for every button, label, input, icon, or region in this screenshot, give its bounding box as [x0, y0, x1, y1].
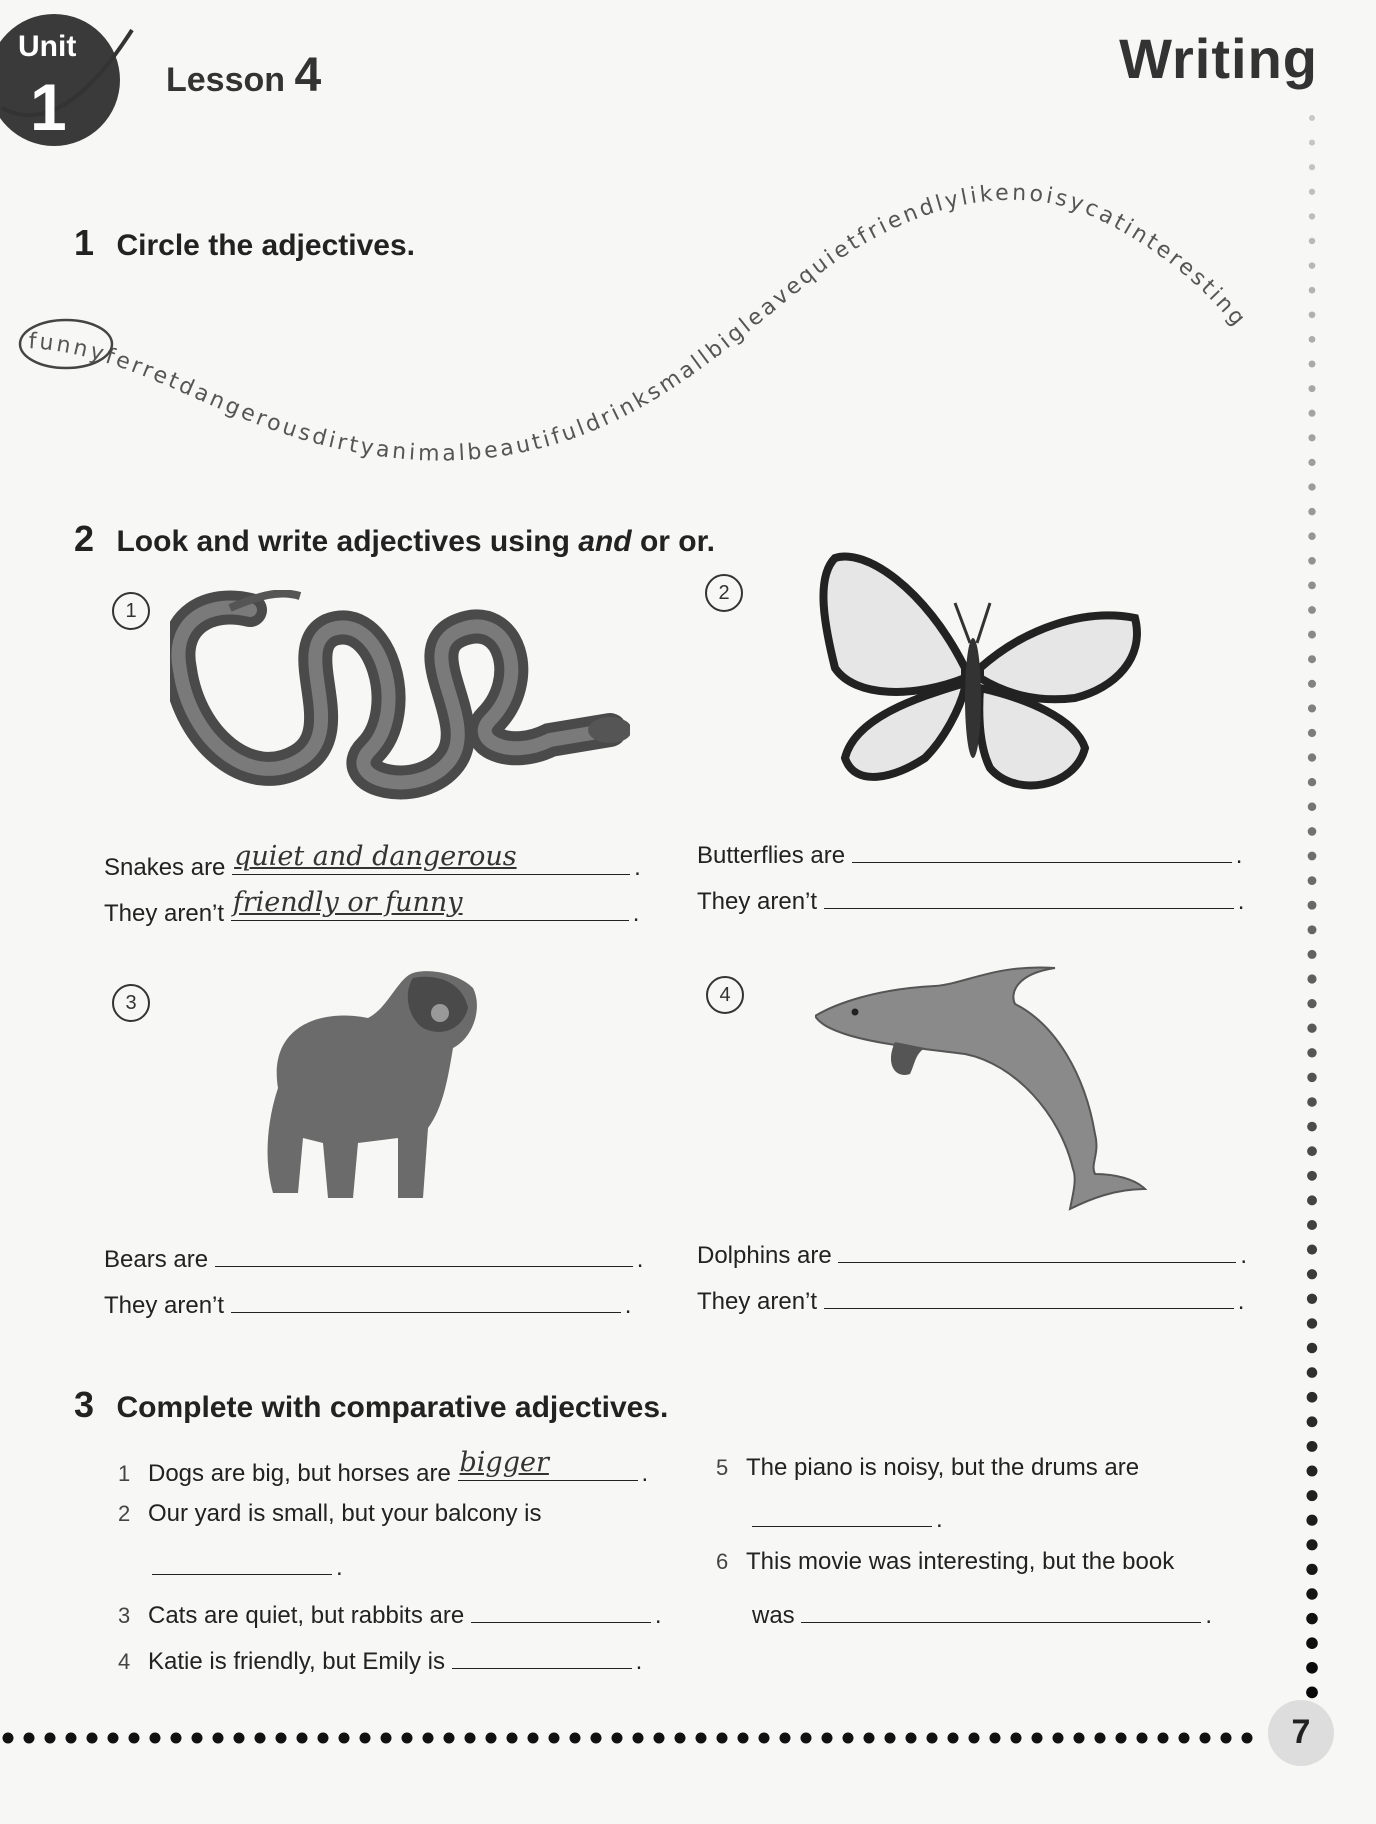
answer-blank[interactable]	[824, 1282, 1234, 1309]
item2-line2: They aren’t .	[697, 882, 1244, 916]
border-dot	[1306, 1539, 1317, 1550]
border-dot	[570, 1733, 581, 1744]
border-dot	[717, 1733, 728, 1744]
butterfly-image	[815, 548, 1145, 808]
answer-blank[interactable]	[215, 1240, 633, 1267]
border-dot	[171, 1733, 182, 1744]
lesson-heading	[166, 48, 321, 103]
section3-instruction: Complete with comparative adjectives.	[116, 1391, 669, 1424]
border-dot	[24, 1733, 35, 1744]
section1-instruction: Circle the adjectives.	[116, 229, 415, 262]
item-number: 4	[706, 976, 744, 1014]
lesson-label: Lesson	[166, 61, 286, 99]
border-dot	[1308, 852, 1317, 861]
border-dot	[1309, 262, 1316, 269]
border-dot	[780, 1733, 791, 1744]
border-dot	[1306, 1687, 1318, 1699]
border-dot	[969, 1733, 980, 1744]
border-dot	[108, 1733, 119, 1744]
border-dot	[1306, 1490, 1317, 1501]
border-dot	[1053, 1733, 1064, 1744]
border-dot	[1307, 1024, 1316, 1033]
border-dot	[675, 1733, 686, 1744]
border-dot	[1308, 532, 1316, 540]
section3-number: 3	[74, 1384, 95, 1425]
border-dot	[129, 1733, 140, 1744]
item3-line1: Bears are .	[104, 1240, 643, 1274]
answer-blank[interactable]	[231, 1286, 621, 1313]
border-dot	[1306, 1662, 1318, 1674]
border-dot	[1179, 1733, 1190, 1744]
border-dot	[1309, 361, 1316, 368]
border-dot	[1307, 1122, 1317, 1132]
answer-blank[interactable]	[801, 1596, 1201, 1623]
border-dot	[843, 1733, 854, 1744]
page-title: Writing	[1119, 27, 1318, 90]
item1-line2: They aren’t friendly or funny .	[104, 887, 640, 927]
border-dot	[1308, 582, 1316, 590]
border-dot	[3, 1733, 14, 1744]
page-number: 7	[1291, 1713, 1311, 1751]
border-dot	[423, 1733, 434, 1744]
item-number: 3	[112, 984, 150, 1022]
border-dot	[696, 1733, 707, 1744]
item3-line2: They aren’t .	[104, 1286, 631, 1320]
item4-line2: They aren’t .	[697, 1282, 1244, 1316]
border-dot	[1307, 1073, 1317, 1083]
border-dot	[1095, 1733, 1106, 1744]
item-number: 2	[705, 574, 743, 612]
border-dot	[1308, 434, 1315, 441]
border-dot	[87, 1733, 98, 1744]
border-dot	[738, 1733, 749, 1744]
border-dot	[1309, 385, 1316, 392]
border-dot	[255, 1733, 266, 1744]
border-dot	[1307, 1245, 1317, 1255]
border-dot	[1307, 1171, 1317, 1181]
comparative-item-blank: .	[152, 1548, 343, 1582]
border-dot	[906, 1733, 917, 1744]
border-dot	[801, 1733, 812, 1744]
border-dot	[759, 1733, 770, 1744]
border-dot	[1309, 189, 1315, 195]
border-dot	[1309, 336, 1316, 343]
comparative-item: 6 This movie was interesting, but the book	[716, 1548, 1175, 1575]
border-dot	[822, 1733, 833, 1744]
answer-blank[interactable]	[824, 882, 1234, 909]
border-dot	[1307, 1318, 1317, 1328]
border-dot	[1308, 753, 1316, 761]
border-dot	[1309, 164, 1315, 170]
border-dot	[1308, 631, 1316, 639]
border-dot	[549, 1733, 560, 1744]
word-snake	[0, 160, 1300, 500]
answer-text: friendly or funny	[232, 887, 463, 918]
border-dot	[234, 1733, 245, 1744]
answer-blank[interactable]: bigger	[458, 1454, 638, 1481]
border-dot	[1309, 311, 1316, 318]
answer-blank[interactable]	[232, 841, 630, 875]
border-dot	[1306, 1515, 1317, 1526]
section2-instruction: Look and write adjectives using and or or.	[116, 525, 715, 558]
lesson-number: 4	[294, 49, 322, 102]
border-dot	[1306, 1637, 1318, 1649]
dotted-border-right	[1300, 110, 1324, 1750]
item1-line1: Snakes are quiet and dangerous .	[104, 841, 641, 881]
border-dot	[1308, 778, 1316, 786]
border-dot	[1137, 1733, 1148, 1744]
dotted-border-bottom	[0, 1726, 1270, 1750]
border-dot	[1307, 1343, 1318, 1354]
unit-number: 1	[30, 70, 67, 144]
border-dot	[1308, 483, 1315, 490]
border-dot	[1309, 115, 1315, 121]
answer-text: quiet and dangerous	[234, 841, 517, 872]
border-dot	[465, 1733, 476, 1744]
border-dot	[276, 1733, 287, 1744]
border-dot	[591, 1733, 602, 1744]
border-dot	[612, 1733, 623, 1744]
border-dot	[381, 1733, 392, 1744]
border-dot	[1306, 1588, 1317, 1599]
border-dot	[1308, 803, 1317, 812]
border-dot	[1308, 508, 1315, 515]
border-dot	[507, 1733, 518, 1744]
section1-number: 1	[74, 222, 95, 263]
comparative-item: 5 The piano is noisy, but the drums are	[716, 1454, 1140, 1481]
snake-image	[170, 590, 630, 810]
border-dot	[66, 1733, 77, 1744]
border-dot	[1308, 876, 1317, 885]
border-dot	[318, 1733, 329, 1744]
comparative-item-blank: .	[752, 1500, 943, 1534]
border-dot	[1307, 999, 1316, 1008]
section3-heading	[74, 1384, 668, 1426]
border-dot	[1308, 704, 1316, 712]
border-dot	[1032, 1733, 1043, 1744]
item-number: 1	[112, 592, 150, 630]
bear-image	[248, 968, 488, 1208]
section2-number: 2	[74, 518, 95, 559]
unit-badge	[0, 0, 140, 158]
border-dot	[1307, 1367, 1318, 1378]
border-dot	[297, 1733, 308, 1744]
border-dot	[1308, 729, 1316, 737]
border-dot	[1308, 827, 1317, 836]
border-dot	[1242, 1733, 1253, 1744]
comparative-item: 3 Cats are quiet, but rabbits are .	[118, 1596, 662, 1630]
border-dot	[45, 1733, 56, 1744]
answer-blank[interactable]	[452, 1642, 632, 1669]
border-dot	[1307, 1294, 1317, 1304]
comparative-item: 4 Katie is friendly, but Emily is .	[118, 1642, 642, 1676]
border-dot	[444, 1733, 455, 1744]
border-dot	[633, 1733, 644, 1744]
border-dot	[1309, 140, 1315, 146]
answer-blank[interactable]	[152, 1548, 332, 1575]
border-dot	[1308, 655, 1316, 663]
word-snake-text: funnyferretdangerousdirtyanimalbeautifuldrinksmallbigleavequietfriendlylikenoisycatinteresting	[27, 180, 1252, 467]
border-dot	[1074, 1733, 1085, 1744]
border-dot	[948, 1733, 959, 1744]
border-dot	[1307, 1097, 1317, 1107]
border-dot	[1309, 287, 1316, 294]
svg-text:funnyferretdangerousdirtyanima	[28, 181, 1252, 467]
unit-label: Unit	[18, 30, 77, 63]
answer-blank[interactable]	[231, 887, 629, 921]
border-dot	[402, 1733, 413, 1744]
border-dot	[486, 1733, 497, 1744]
border-dot	[213, 1733, 224, 1744]
border-dot	[339, 1733, 350, 1744]
border-dot	[1116, 1733, 1127, 1744]
answer-blank[interactable]	[752, 1500, 932, 1527]
border-dot	[1308, 925, 1317, 934]
answer-blank[interactable]	[838, 1236, 1236, 1263]
item2-line1: Butterflies are .	[697, 836, 1242, 870]
border-dot	[1011, 1733, 1022, 1744]
dolphin-image	[815, 964, 1165, 1214]
border-dot	[1306, 1613, 1317, 1624]
border-dot	[1221, 1733, 1232, 1744]
border-dot	[1307, 1416, 1318, 1427]
border-dot	[1307, 1441, 1318, 1452]
answer-blank[interactable]	[471, 1596, 651, 1623]
border-dot	[864, 1733, 875, 1744]
border-dot	[1307, 1392, 1318, 1403]
border-dot	[1306, 1564, 1317, 1575]
border-dot	[1307, 1466, 1318, 1477]
comparative-item: 1 Dogs are big, but horses are bigger .	[118, 1447, 649, 1487]
border-dot	[1308, 680, 1316, 688]
border-dot	[1200, 1733, 1211, 1744]
border-dot	[927, 1733, 938, 1744]
border-dot	[360, 1733, 371, 1744]
border-dot	[885, 1733, 896, 1744]
section2-heading	[74, 518, 715, 560]
comparative-item: 2 Our yard is small, but your balcony is	[118, 1500, 542, 1527]
border-dot	[1307, 974, 1316, 983]
border-dot	[528, 1733, 539, 1744]
border-dot	[1308, 901, 1317, 910]
border-dot	[1308, 557, 1316, 565]
answer-blank[interactable]	[852, 836, 1232, 863]
border-dot	[1307, 1048, 1316, 1057]
border-dot	[1308, 606, 1316, 614]
border-dot	[1308, 459, 1315, 466]
border-dot	[1307, 1146, 1317, 1156]
border-dot	[1307, 950, 1316, 959]
border-dot	[150, 1733, 161, 1744]
border-dot	[1307, 1269, 1317, 1279]
border-dot	[1309, 213, 1315, 219]
comparative-item-blank: was .	[752, 1596, 1212, 1630]
border-dot	[1158, 1733, 1169, 1744]
border-dot	[1309, 238, 1315, 244]
border-dot	[1308, 410, 1315, 417]
item4-line1: Dolphins are .	[697, 1236, 1247, 1270]
border-dot	[192, 1733, 203, 1744]
border-dot	[1307, 1195, 1317, 1205]
border-dot	[990, 1733, 1001, 1744]
border-dot	[1307, 1220, 1317, 1230]
border-dot	[654, 1733, 665, 1744]
